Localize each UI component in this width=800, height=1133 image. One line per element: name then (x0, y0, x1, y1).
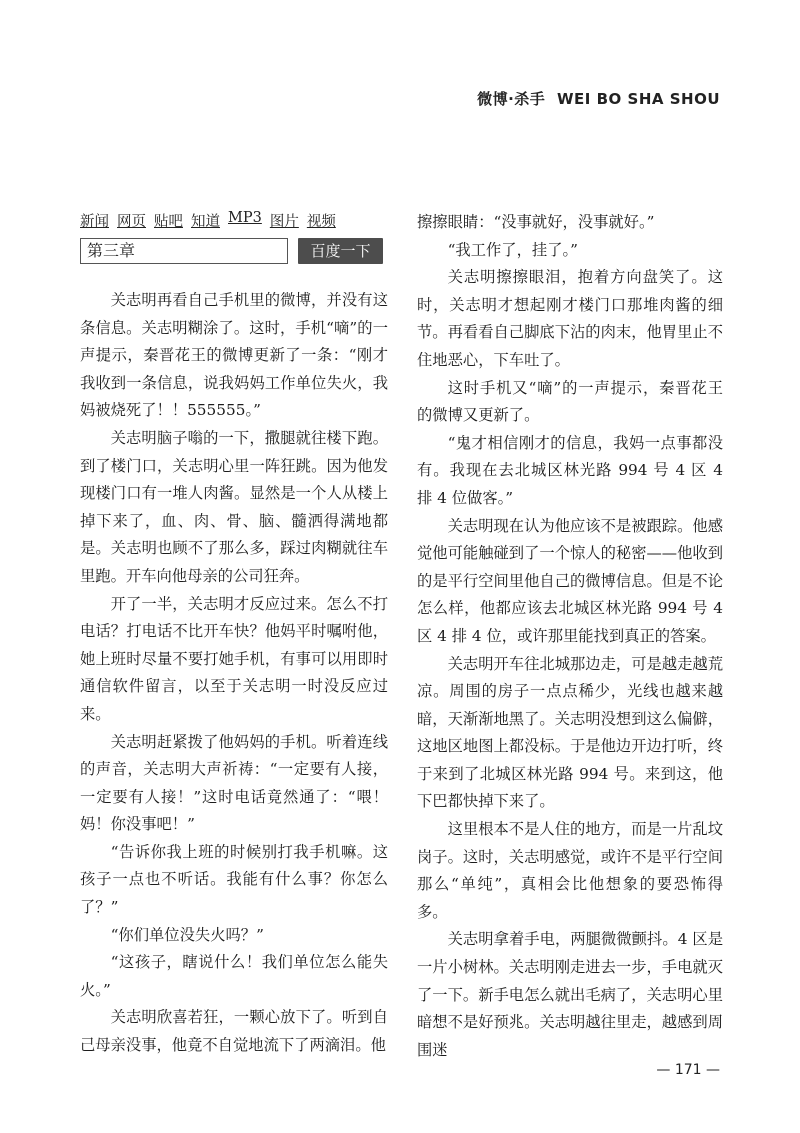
paragraph: 关志明擦擦眼泪，抱着方向盘笑了。这时，关志明才想起刚才楼门口那堆肉酱的细节。再看看自己脚底下沾的肉末，他胃里止不住地恶心，下车吐了。 (417, 268, 723, 369)
paragraph: 关志明再看自己手机里的微博，并没有这条信息。关志明糊涂了。这时，手机“嘀”的一声提示，秦晋花王的微博更新了一条：“刚才我收到一条信息，说我妈妈工作单位失火，我妈被烧死了！！555555。” (80, 291, 388, 420)
paragraph: 这里根本不是人住的地方，而是一片乱坟岗子。这时，关志明感觉，或许不是平行空间那么“单纯”，真相会比他想象的要恐怖得多。 (417, 820, 723, 921)
nav-link-zhidao[interactable]: 知道 (191, 214, 220, 230)
paragraph: “你们单位没失火吗？” (110, 925, 264, 944)
paragraph: “我工作了，挂了。” (447, 240, 578, 259)
search-input[interactable]: 第三章 (80, 238, 288, 264)
paragraph: “告诉你我上班的时候别打我手机嘛。这孩子一点也不听话。我能有什么事？你怎么了？” (80, 842, 388, 917)
search-button[interactable]: 百度一下 (298, 238, 383, 264)
paragraph: 关志明欣喜若狂，一颗心放下了。听到自己母亲没事，他竟不自觉地流下了两滴泪。他 (80, 1008, 388, 1055)
search-box-graphic (80, 210, 385, 264)
paragraph: 关志明现在认为他应该不是被跟踪。他感觉他可能触碰到了一个惊人的秘密——他收到的是平行空间里他自己的微博信息。但是不论怎么样，他都应该去北城区林光路 994 号 4 区 4 排 4 位，或许那里能找到真正的答案。 (417, 516, 723, 645)
page-number: — 171 — (656, 1062, 720, 1078)
paragraph: 关志明脑子嗡的一下，撒腿就往楼下跑。到了楼门口，关志明心里一阵狂跳。因为他发现楼门口有一堆人肉酱。显然是一个人从楼上掉下来了，血、肉、骨、脑、髓洒得满地都是。关志明也顾不了那么多，踩过肉糊就往车里跑。开车向他母亲的公司狂奔。 (80, 428, 388, 585)
section-title-cn: 微博·杀手 (477, 90, 546, 108)
search-row (80, 238, 385, 264)
search-nav (80, 210, 385, 231)
nav-link-mp3[interactable]: MP3 (228, 210, 262, 226)
left-column (80, 287, 388, 1060)
paragraph: 关志明拿着手电，两腿微微颤抖。4 区是一片小树林。关志明刚走进去一步，手电就灭了一下。新手电怎么就出毛病了，关志明心里暗想不是好预兆。关志明越往里走，越感到周围迷 (417, 930, 723, 1059)
section-title-en: WEI BO SHA SHOU (557, 90, 720, 108)
paragraph-continuation: 擦擦眼睛：“没事就好，没事就好。” (417, 213, 655, 231)
paragraph: 开了一半，关志明才反应过来。怎么不打电话？打电话不比开车快？他妈平时嘱咐他，她上班时尽量不要打她手机，有事可以用即时通信软件留言，以至于关志明一时没反应过来。 (80, 594, 388, 723)
nav-link-video[interactable]: 视频 (306, 214, 336, 230)
paragraph: 关志明赶紧拨了他妈妈的手机。听着连线的声音，关志明大声祈祷：“一定要有人接，一定要有人接！”这时电话竟然通了：“喂！妈！你没事吧！” (80, 732, 388, 834)
nav-link-tieba[interactable]: 贴吧 (154, 214, 183, 230)
nav-link-images[interactable]: 图片 (269, 214, 299, 230)
right-column (417, 209, 723, 1064)
paragraph: 这时手机又“嘀”的一声提示，秦晋花王的微博又更新了。 (417, 378, 723, 425)
paragraph: “鬼才相信刚才的信息，我妈一点事都没有。我现在去北城区林光路 994 号 4 区 4 排 4 位做客。” (417, 433, 723, 507)
paragraph: “这孩子，瞎说什么！我们单位怎么能失火。” (80, 953, 388, 999)
running-header (477, 88, 720, 109)
paragraph: 关志明开车往北城那边走，可是越走越荒凉。周围的房子一点点稀少，光线也越来越暗，天渐渐地黑了。关志明没想到这么偏僻，这地区地图上都没标。于是他边开边打听，终于来到了北城区林光路 994 号。来到这，他下巴都快掉下来了。 (417, 654, 723, 811)
nav-link-news[interactable]: 新闻 (80, 214, 109, 230)
nav-link-web[interactable]: 网页 (117, 214, 146, 230)
